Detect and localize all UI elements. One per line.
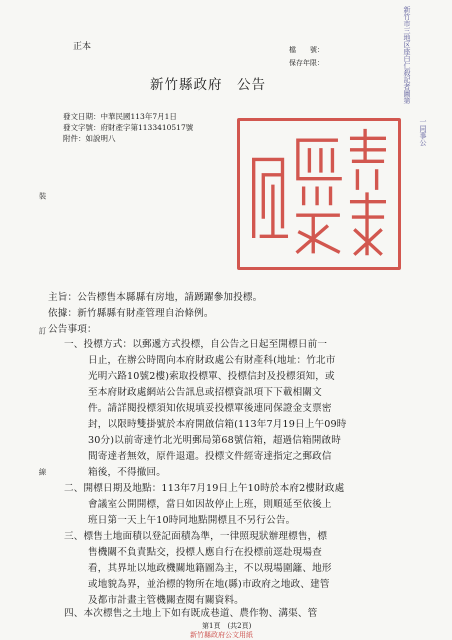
item-1-line-3: 光明六路10號2樓)索取投標單、投標信封及投標須知，或: [88, 371, 335, 382]
item-3-line-4: 或地貌為界，並治標的物所在地(縣)市政府之地政、建管: [88, 579, 330, 590]
seal-graphic: [240, 121, 398, 267]
item-1-line-2: 日止，在辦公時間向本府財政處公有財產科(地址：竹北市: [88, 355, 336, 366]
item-3-line-3: 看，其界址以地政機關地籍圖為主，不以現場圍籬、地形: [88, 563, 332, 574]
basis-line: 依據：新竹縣縣有財產管理自治條例。: [48, 308, 214, 319]
items-heading: 公告事項：: [48, 324, 97, 335]
item-1-line-1: 一、投標方式：以郵遞方式投標，自公告之日起至開標日前一: [64, 339, 328, 350]
item-3-line-2: 售機關不負責點交，投標人應自行在投標前逕赴現場查: [88, 547, 322, 558]
binding-mark-bot: 線: [38, 468, 47, 476]
seal-label: 新竹縣政府: [316, 263, 322, 265]
item-1-line-6: 封，以限時雙掛號於本府開啟信箱(113年7月19日上午09時: [88, 419, 347, 430]
item-2-line-1: 二、開標日期及地點：113年7月19日上午10時於本府2樓財政處: [64, 483, 345, 494]
page-number: 第1頁 (共2頁): [202, 622, 252, 630]
item-1-line-8: 間寄達者無效，原件退還。投標文件經寄達指定之郵政信: [88, 451, 332, 462]
file-no-label: 檔 號：: [289, 46, 324, 54]
copy-type: 正本: [73, 42, 92, 52]
binding-mark-top: 裝: [38, 192, 47, 200]
official-seal: [237, 118, 401, 270]
item-1-line-4: 至本府財政處網站公告訊息或招標資訊項下下載相關文: [88, 387, 322, 398]
item-4-line-1: 四、本次標售之土地上下如有既成巷道、農作物、溝渠、管: [64, 608, 318, 619]
item-2-line-3: 班日第一天上午10時同地點開標且不另行公告。: [88, 515, 296, 526]
item-1-line-7: 30分)以前寄達竹北光明郵局第68號信箱，超過信箱開啟時: [88, 435, 342, 446]
item-1-line-9: 箱後，不得撤回。: [88, 467, 166, 478]
attachment: 附件：如說明八: [63, 134, 116, 143]
binding-mark-mid: 訂: [38, 327, 47, 335]
issue-no: 發文字號：府財產字第1133410517號: [63, 123, 194, 132]
item-2-line-2: 會議室公開開標，當日如因故停止上班，則順延至依後上: [88, 499, 332, 510]
subject-line: 主旨：公告標售本縣縣有房地，請踴躍參加投標。: [48, 292, 263, 303]
item-3-line-1: 三、標售土地面積以登記面積為準，一律照現狀辦理標售，標: [64, 531, 328, 542]
footer-paper-label: 新竹縣政府公文用紙: [190, 631, 253, 639]
item-3-line-5: 及都市計畫主管機關查閱有關資料。: [88, 595, 244, 606]
page-title: 新竹縣政府 公告: [150, 77, 266, 93]
issue-date: 發文日期：中華民國113年7月1日: [63, 112, 177, 121]
handwriting-note-right: 一同事公: [419, 118, 427, 146]
retention-label: 保存年限：: [289, 59, 324, 67]
item-1-line-5: 件。請詳閱投標須知依規填妥投標單後連同保證金支票密: [88, 403, 332, 414]
handwriting-note-left: 新竹市三地区座白仁殺記者圖第: [403, 6, 411, 104]
